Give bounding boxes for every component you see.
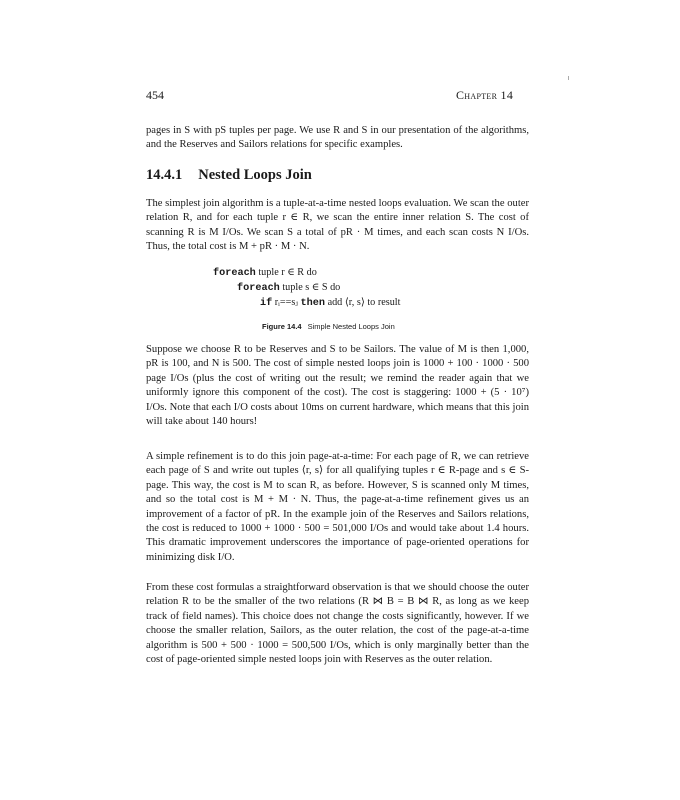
section-title: Nested Loops Join — [198, 167, 312, 183]
figure-caption — [262, 322, 395, 331]
figure-caption-text: Simple Nested Loops Join — [307, 322, 395, 331]
section-heading — [146, 167, 312, 184]
chapter-heading: Chapter 14 — [456, 88, 514, 102]
figure-label: Figure 14.4 — [262, 322, 302, 331]
code-text: tuple s ∈ S do — [279, 282, 341, 293]
code-keyword: foreach — [237, 283, 280, 294]
paragraph-2: Suppose we choose R to be Reserves and S to be Sailors. The value of M is then 1,000, pR is 100, and N is 500. The cost of simple nested loops join is 1000 + 100 · 1000 · 500 page I/Os (plus the cost of writing out the result; we remind the reader again that we uniformly ignore this component of the cost). The cost is staggering: 1000 + (5 · 10⁷) I/Os. Note that each I/O costs about 10ms on current hardware, which means that this join will take about 140 hours! — [146, 344, 529, 428]
paragraph-1: The simplest join algorithm is a tuple-at-a-time nested loops evaluation. We scan the outer relation R, and for each tuple r ∈ R, we scan the entire inner relation S. The cost of scanning R is M I/Os. We scan S a total of pR · M times, and each scan costs N I/Os. Thus, the total cost is M + pR · M · N. — [146, 198, 529, 253]
code-condition: rᵢ==sⱼ — [272, 297, 301, 308]
code-line-1 — [213, 266, 317, 281]
code-keyword: if — [260, 298, 273, 309]
code-keyword: then — [300, 298, 326, 309]
section-number: 14.4.1 — [146, 167, 183, 183]
paragraph-3: A simple refinement is to do this join page-at-a-time: For each page of R, we can retrieve each page of S and write out tuples ⟨r, s⟩ for all qualifying tuples r ∈ R-page and s ∈ S-page. This way, the cost is M to scan R, as before. However, S is scanned only M times, and so the total cost is M + M · N. Thus, the page-at-a-time refinement gives us an improvement of a factor of pR. In the example join of the Reserves and Sailors relations, the cost is reduced to 1000 + 1000 · 500 = 501,000 I/Os and would take about 1.4 hours. This dramatic improvement underscores the importance of page-oriented operations for minimizing disk I/O. — [146, 451, 529, 563]
code-line-2 — [237, 281, 340, 296]
intro-paragraph: pages in S with pS tuples per page. We use R and S in our presentation of the algorithms, and the Reserves and Sailors relations for specific examples. — [146, 125, 529, 151]
code-line-3 — [260, 296, 400, 311]
page-number: 454 — [146, 88, 164, 102]
code-text: tuple r ∈ R do — [255, 267, 317, 278]
code-keyword: foreach — [213, 268, 256, 279]
code-text: add ⟨r, s⟩ to result — [325, 297, 401, 308]
paragraph-4: From these cost formulas a straightforward observation is that we should choose the outer relation R to be the smaller of the two relations (R ⋈ B = B ⋈ R, as long as we keep track of field names). This choice does not change the costs significantly, however. If we choose the smaller relation, Sailors, as the outer relation, the cost of the page-at-a-time algorithm is 500 + 500 · 1000 = 500,500 I/Os, which is only marginally better than the cost of page-oriented simple nested loops join with Reserves as the outer relation. — [146, 582, 529, 666]
scan-speck — [568, 76, 569, 80]
